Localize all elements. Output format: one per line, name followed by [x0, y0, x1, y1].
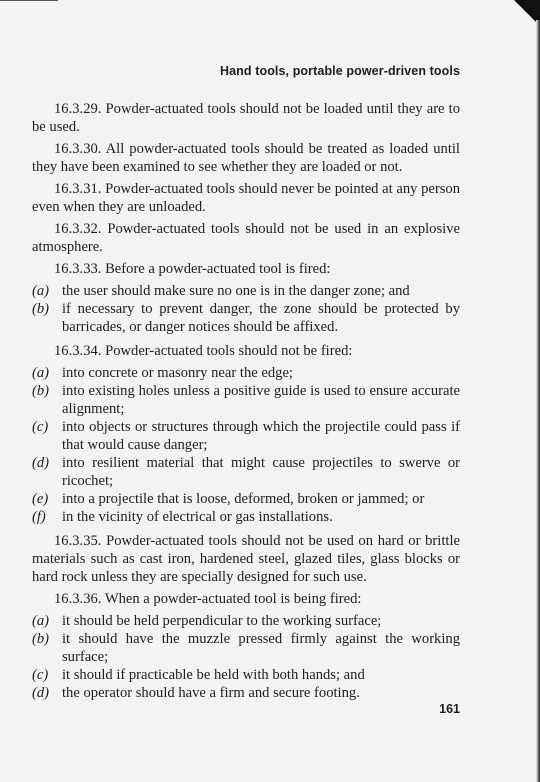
- list-item: [32, 418, 460, 454]
- clause-item-list: [32, 364, 460, 526]
- list-item-label: (a): [32, 365, 50, 381]
- clause-item-list: [32, 612, 460, 702]
- top-rule: [0, 0, 58, 1]
- document-body: [32, 100, 460, 708]
- list-item: [32, 382, 460, 418]
- clause-paragraph: 16.3.29. Powder-actuated tools should not be loaded until they are to be used.: [32, 101, 460, 135]
- list-item: [32, 454, 460, 490]
- page-number: 161: [439, 702, 460, 716]
- list-item-label: (c): [32, 419, 49, 435]
- list-item-label: (a): [32, 283, 50, 299]
- list-item-text: it should be held perpendicular to the working surface;: [62, 613, 382, 629]
- clause-paragraph: 16.3.31. Powder-actuated tools should never be pointed at any person even when they are unloaded.: [32, 181, 460, 215]
- list-item-label: (e): [32, 491, 49, 507]
- clause-paragraph: 16.3.36. When a powder-actuated tool is being fired:: [54, 591, 362, 607]
- list-item: [32, 612, 460, 630]
- list-item-label: (b): [32, 383, 50, 399]
- list-item-text: into objects or structures through which the projectile could pass if that would cause danger;: [62, 419, 460, 453]
- clause-item-list: [32, 282, 460, 336]
- clause-paragraph: 16.3.30. All powder-actuated tools should be treated as loaded until they have been examined to see whether they are loaded or not.: [32, 141, 460, 175]
- list-item: [32, 508, 460, 526]
- page-corner-shadow: [500, 0, 540, 40]
- list-item-label: (a): [32, 613, 50, 629]
- list-item-text: if necessary to prevent danger, the zone should be protected by barricades, or danger notices should be affixed.: [62, 301, 460, 335]
- list-item-text: it should if practicable be held with both hands; and: [62, 667, 365, 683]
- list-item-text: in the vicinity of electrical or gas installations.: [62, 509, 333, 525]
- list-item: [32, 364, 460, 382]
- list-item: [32, 684, 460, 702]
- clause-paragraph: 16.3.32. Powder-actuated tools should not be used in an explosive atmosphere.: [32, 221, 460, 255]
- list-item: [32, 630, 460, 666]
- running-header: Hand tools, portable power-driven tools: [219, 64, 460, 78]
- list-item-text: it should have the muzzle pressed firmly against the working surface;: [62, 631, 460, 665]
- list-item-label: (f): [32, 509, 46, 525]
- clause-paragraph: 16.3.34. Powder-actuated tools should not be fired:: [54, 343, 353, 359]
- list-item: [32, 282, 460, 300]
- clause-paragraph: 16.3.35. Powder-actuated tools should not be used on hard or brittle materials such as cast iron, hardened steel, glazed tiles, glass blocks or hard rock unless they are specially designed for such use.: [32, 533, 460, 585]
- list-item-label: (b): [32, 631, 50, 647]
- list-item-label: (d): [32, 685, 50, 701]
- list-item-text: into a projectile that is loose, deformed, broken or jammed; or: [62, 491, 425, 507]
- list-item-text: the operator should have a firm and secure footing.: [62, 685, 360, 701]
- list-item-text: into resilient material that might cause projectiles to swerve or ricochet;: [62, 455, 460, 489]
- list-item-text: into existing holes unless a positive guide is used to ensure accurate alignment;: [62, 383, 460, 417]
- list-item-label: (b): [32, 301, 50, 317]
- page-edge-shadow: [536, 20, 540, 782]
- list-item-text: the user should make sure no one is in the danger zone; and: [62, 283, 410, 299]
- list-item: [32, 490, 460, 508]
- list-item: [32, 666, 460, 684]
- list-item-text: into concrete or masonry near the edge;: [62, 365, 293, 381]
- list-item-label: (d): [32, 455, 50, 471]
- list-item: [32, 300, 460, 336]
- list-item-label: (c): [32, 667, 49, 683]
- clause-paragraph: 16.3.33. Before a powder-actuated tool is fired:: [54, 261, 331, 277]
